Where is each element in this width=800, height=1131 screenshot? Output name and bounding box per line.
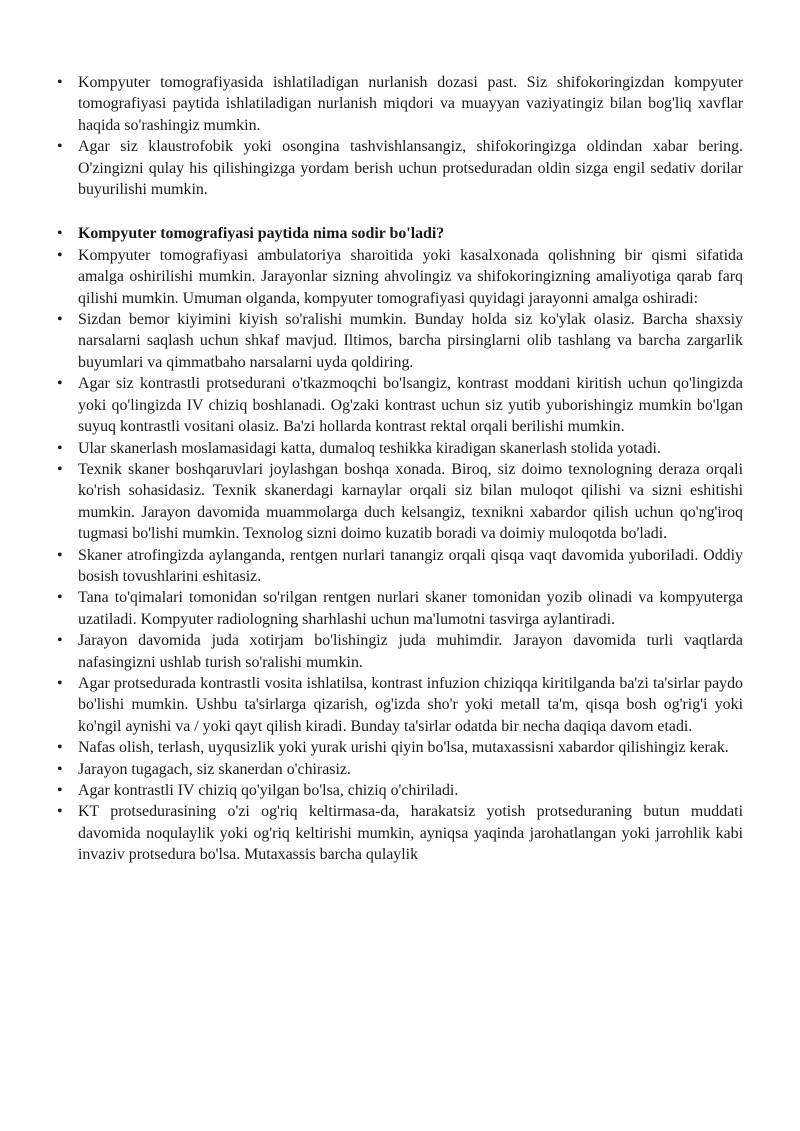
list-item-text: Kompyuter tomografiyasi ambulatoriya sharoitida yoki kasalxonada qolishning bir qismi sifatida amalga oshirilishi mumkin. Jarayonlar sizning ahvolingiz va shifokoringizning amaliyotiga qarab farq qilishi mumkin. Umuman olganda, kompyuter tomografiyasi quyidagi jarayonni amalga oshiradi: (78, 246, 743, 307)
bullet-icon: • (57, 589, 63, 607)
list-item-text: Agar protsedurada kontrastli vosita ishlatilsa, kontrast infuzion chiziqqa kiritilganda ba'zi ta'sirlar paydo bo'lishi mumkin. Ushbu ta'sirlarga qizarish, og'izda sho'r yoki metall ta'm, qisqa bosh og'rig'i yoki ko'ngil aynishi va / yoki qayt qilish kiradi. Bunday ta'sirlar odatda bir necha daqiqa davom etadi. (78, 674, 743, 735)
list-item (57, 801, 743, 865)
list-item-text: Kompyuter tomografiyasida ishlatiladigan nurlanish dozasi past. Siz shifokoringizdan kompyuter tomografiyasi paytida ishlatiladigan nurlanish miqdori va muayyan vaziyatingiz bilan bog'liq xavflar haqida so'rashingiz mumkin. (78, 74, 743, 134)
bullet-icon: • (57, 674, 63, 692)
section-heading (57, 223, 743, 244)
list-item (57, 459, 743, 545)
list-item (57, 72, 743, 136)
list-item (57, 136, 743, 200)
bullet-icon: • (57, 760, 63, 778)
bullet-list (57, 72, 743, 866)
list-item (57, 309, 743, 373)
list-item-text: Nafas olish, terlash, uyqusizlik yoki yurak urishi qiyin bo'lsa, mutaxassisni xabardor qilishingiz kerak. (78, 739, 729, 757)
bullet-icon: • (57, 311, 63, 329)
bullet-icon: • (57, 439, 63, 457)
list-item (57, 587, 743, 630)
list-item-text: Texnik skaner boshqaruvlari joylashgan boshqa xonada. Biroq, siz doimo texnologning deraza orqali ko'rish sohasidasiz. Texnik skanerdagi karnaylar orqali siz bilan muloqot qilishi va sizni eshitishi mumkin. Jarayon davomida muammolarga duch kelsangiz, texnikni xabardor qilish uchun qo'ng'iroq tugmasi bo'lishi mumkin. Texnolog sizni doimo kuzatib boradi va doimiy muloqotda bo'ladi. (78, 460, 743, 543)
list-item (57, 438, 743, 459)
list-item-text: Agar kontrastli IV chiziq qo'yilgan bo'lsa, chiziq o'chiriladi. (78, 782, 459, 799)
list-item-text: Ular skanerlash moslamasidagi katta, dumaloq teshikka kiradigan skanerlash stolida yotadi. (78, 439, 661, 457)
list-item-text: Sizdan bemor kiyimini kiyish so'ralishi mumkin. Bunday holda siz ko'ylak olasiz. Barcha shaxsiy narsalarni saqlash uchun shkaf mavjud. Iltimos, barcha pirsinglarni olib tashlang va barcha zargarlik buyumlari va qimmatbaho narsalarni uyda qoldiring. (78, 311, 743, 371)
list-item-text: Agar siz klaustrofobik yoki osongina tashvishlansangiz, shifokoringizga oldindan xabar bering. O'zingizni qulay his qilishingizga yordam berish uchun protseduradan oldin sizga engil sedativ dorilar buyurilishi mumkin. (78, 138, 743, 199)
bullet-icon: • (57, 546, 63, 564)
list-item-text: KT protsedurasining o'zi og'riq keltirmasa-da, harakatsiz yotish protseduraning butun muddati davomida noqulaylik yoki og'riq keltirishi mumkin, ayniqsa yaqinda jarohatlangan yoki jarrohlik kabi invaziv protsedura bo'lsa. Mutaxassis barcha qulaylik (78, 803, 743, 864)
bullet-icon: • (57, 74, 63, 91)
bullet-icon: • (57, 138, 63, 156)
list-item (57, 780, 743, 801)
list-item (57, 737, 743, 758)
section-heading-text: Kompyuter tomografiyasi paytida nima sodir bo'ladi? (78, 225, 445, 243)
bullet-icon: • (57, 782, 63, 799)
list-item-text: Agar siz kontrastli protsedurani o'tkazmoqchi bo'lsangiz, kontrast moddani kiritish uchun qo'lingizda yoki qo'lingizda IV chiziq boshlanadi. Og'zaki kontrast uchun siz yutib yuborishingiz mumkin bo'lgan suyuq kontrastli vositani olasiz. Ba'zi hollarda kontrast rektal orqali berilishi mumkin. (78, 375, 743, 436)
list-item (57, 245, 743, 309)
list-item-text: Skaner atrofingizda aylanganda, rentgen nurlari tanangiz orqali qisqa vaqt davomida yuboriladi. Oddiy bosish tovushlarini eshitasiz. (78, 546, 743, 585)
bullet-icon: • (57, 460, 63, 478)
list-item-text: Jarayon davomida juda xotirjam bo'lishingiz juda muhimdir. Jarayon davomida turli vaqtlarda nafasingizni ushlab turish so'ralishi mumkin. (78, 632, 743, 671)
list-item-text: Jarayon tugagach, siz skanerdan o'chirasiz. (78, 760, 351, 778)
bullet-icon: • (57, 225, 63, 243)
list-item (57, 373, 743, 437)
list-item (57, 759, 743, 780)
bullet-icon: • (57, 739, 63, 757)
list-item (57, 545, 743, 588)
list-item (57, 673, 743, 737)
bullet-icon: • (57, 632, 63, 650)
bullet-icon: • (57, 375, 63, 393)
list-item-text: Tana to'qimalari tomonidan so'rilgan rentgen nurlari skaner tomonidan yozib olinadi va kompyuterga uzatiladi. Kompyuter radiologning sharhlashi uchun ma'lumotni tasvirga aylantiradi. (78, 589, 743, 628)
list-item (57, 630, 743, 673)
bullet-icon: • (57, 803, 63, 821)
bullet-icon: • (57, 246, 63, 264)
